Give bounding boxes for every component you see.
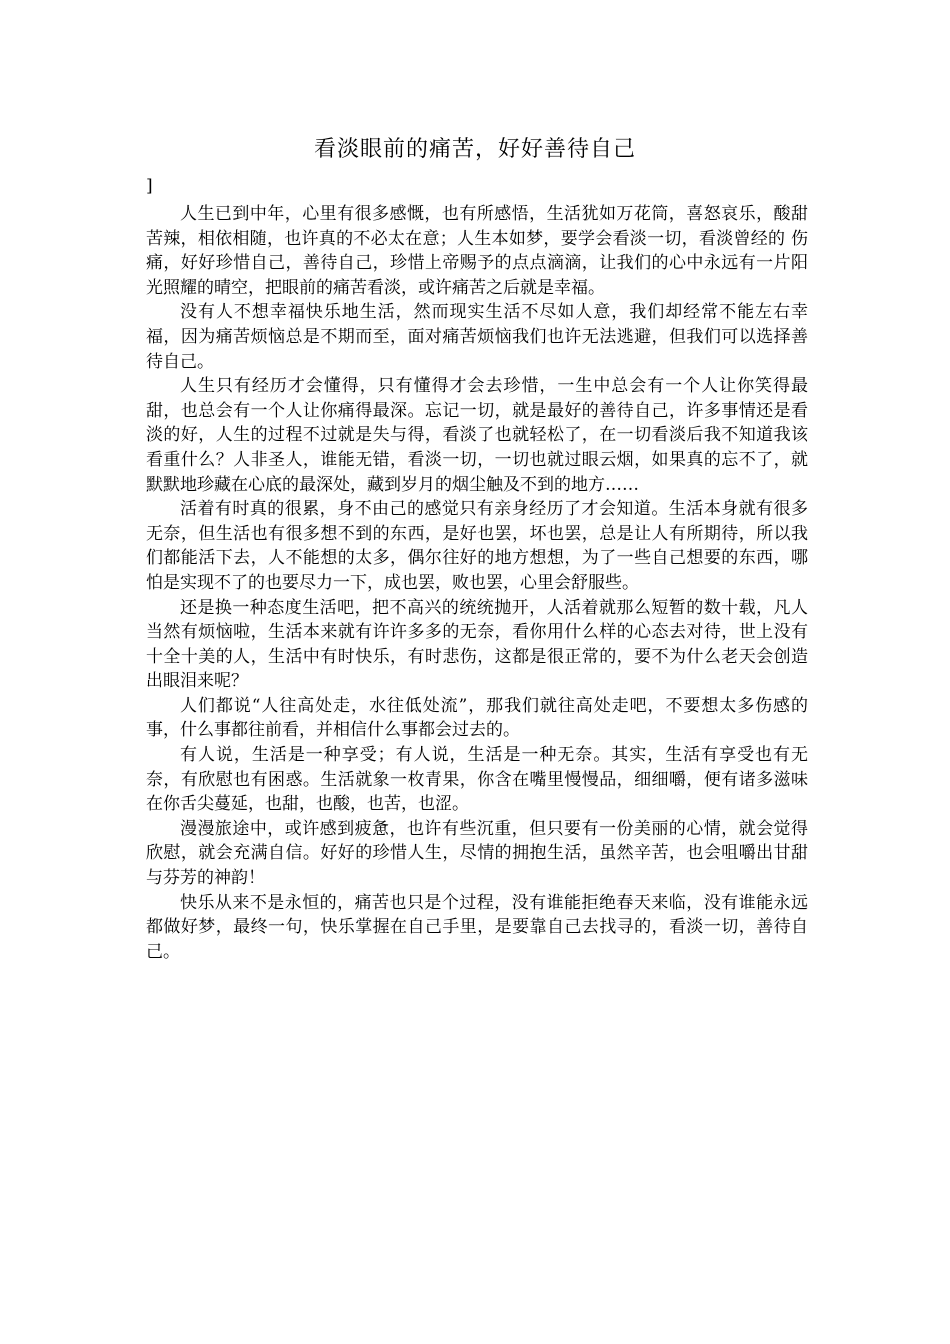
paragraph-9: 快乐从来不是永恒的，痛苦也只是个过程，没有谁能拒绝春天来临，没有谁能永远都做好梦，最终一句，快乐掌握在自己手里，是要靠自己去找寻的，看淡一切，善待自己。	[146, 892, 808, 962]
paragraph-6: 人们都说“人往高处走，水往低处流”，那我们就往高处走吧，不要想太多伤感的事，什么事都往前看，并相信什么事都会过去的。	[146, 695, 808, 741]
paragraph-2: 没有人不想幸福快乐地生活，然而现实生活不尽如人意，我们却经常不能左右幸福，因为痛苦烦恼总是不期而至，面对痛苦烦恼我们也许无法逃避，但我们可以选择善待自己。	[146, 302, 808, 372]
paragraph-3: 人生只有经历才会懂得，只有懂得才会去珍惜，一生中总会有一个人让你笑得最甜，也总会有一个人让你痛得最深。忘记一切，就是最好的善待自己，许多事情还是看淡的好，人生的过程不过就是失与得，看淡了也就轻松了，在一切看淡后我不知道我该看重什么？人非圣人，谁能无错，看淡一切，一切也就过眼云烟，如果真的忘不了，就默默地珍藏在心底的最深处，藏到岁月的烟尘触及不到的地方……	[146, 376, 808, 495]
paragraph-5: 还是换一种态度生活吧，把不高兴的统统抛开，人活着就那么短暂的数十载，凡人当然有烦恼啦，生活本来就有许许多多的无奈，看你用什么样的心态去对待，世上没有十全十美的人，生活中有时快乐，有时悲伤，这都是很正常的，要不为什么老天会创造出眼泪来呢？	[146, 597, 808, 692]
bracket-mark: ]	[146, 176, 153, 196]
article-body	[146, 202, 808, 964]
paragraph-8: 漫漫旅途中，或许感到疲惫，也许有些沉重，但只要有一份美丽的心情，就会觉得欣慰，就会充满自信。好好的珍惜人生，尽情的拥抱生活，虽然辛苦，也会咀嚼出甘甜与芬芳的神韵！	[146, 818, 808, 889]
paragraph-4: 活着有时真的很累，身不由己的感觉只有亲身经历了才会知道。生活本身就有很多无奈，但生活也有很多想不到的东西，是好也罢，坏也罢，总是让人有所期待，所以我们都能活下去，人不能想的太多，偶尔往好的地方想想，为了一些自己想要的东西，哪怕是实现不了的也要尽力一下，成也罢，败也罢，心里会舒服些。	[146, 499, 808, 593]
paragraph-7: 有人说，生活是一种享受；有人说，生活是一种无奈。其实，生活有享受也有无奈，有欣慰也有困惑。生活就象一枚青果，你含在嘴里慢慢品，细细嚼，便有诸多滋味在你舌尖蔓延，也甜，也酸，也苦，也涩。	[146, 745, 808, 815]
paragraph-1: 人生已到中年，心里有很多感慨，也有所感悟，生活犹如万花筒，喜怒哀乐，酸甜苦辣，相依相随，也许真的不必太在意；人生本如梦，要学会看淡一切，看淡曾经的 伤痛，好好珍惜自己，善待自己，珍惜上帝赐予的点点滴滴，让我们的心中永远有一片阳光照耀的晴空，把眼前的痛苦看淡，或许痛苦之后就是幸福。	[146, 204, 808, 298]
document-title: 看淡眼前的痛苦，好好善待自己	[313, 137, 636, 162]
